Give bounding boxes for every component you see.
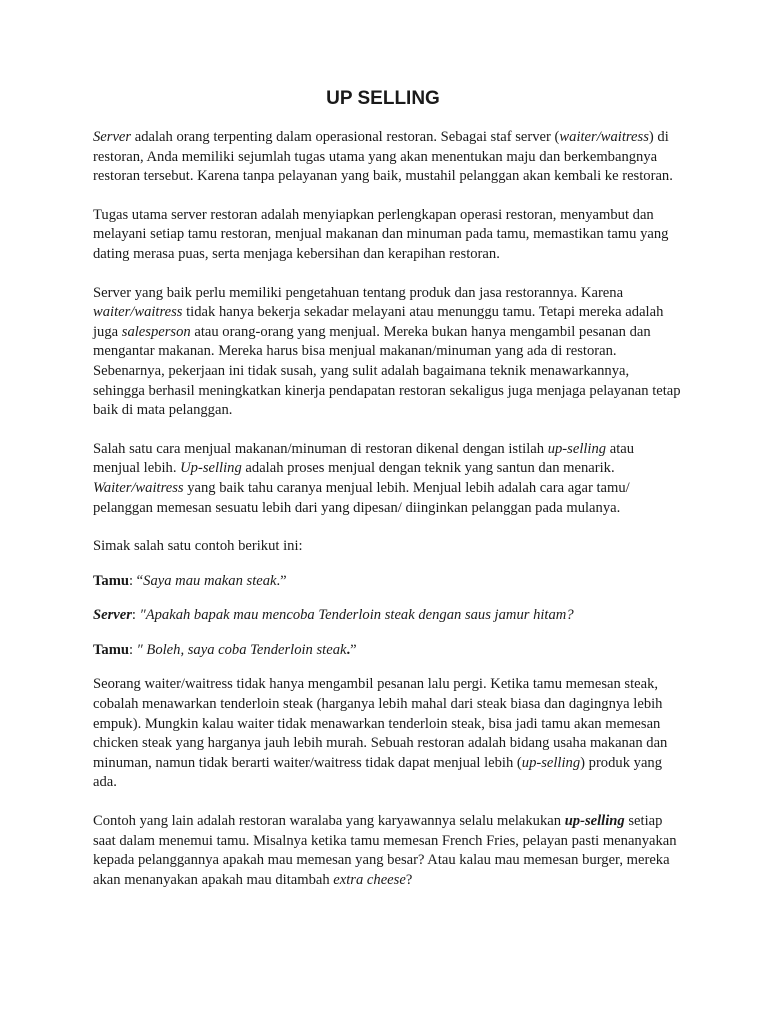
speaker-label: Tamu <box>93 572 129 589</box>
paragraph-up-selling-definition: Salah satu cara menjual makanan/minuman di restoran dikenal dengan istilah up-selling atau menjual lebih. Up-selling adalah proses menjual dengan teknik yang santun dan menarik. Waiter/waitress yang baik tahu caranya menjual lebih. Menjual lebih adalah cara agar tamu/ pelanggan memesan sesuatu lebih dari yang dipesan/ diinginkan pelanggan pada mulanya. <box>93 440 635 516</box>
term-up-selling: up-selling <box>564 813 625 830</box>
paragraph-steak-example: Seorang waiter/waitress tidak hanya mengambil pesanan lalu pergi. Ketika tamu memesan steak, cobalah menawarkan tenderloin steak (harganya lebih mahal dari steak biasa dan dagingnya lebih empuk). Mungkin kalau waiter tidak menawarkan tenderloin steak, bisa jadi tamu akan memesan chicken steak yang harganya jauh lebih murah. Sebuah restoran adalah bidang usaha makanan dan minuman, namun tidak berarti waiter/waitress tidak dapat menjual lebih (up-selling) produk yang ada. <box>93 676 668 791</box>
paragraph-product-knowledge: Server yang baik perlu memiliki pengetahuan tentang produk dan jasa restorannya. Karena waiter/waitress tidak hanya bekerja sekadar melayani atau menunggu tamu. Tetapi mereka adalah juga salesperson atau orang-orang yang menjual. Mereka bukan hanya mengambil pesanan dan mengantar makanan. Mereka harus bisa menjual makanan/minuman yang ada di restoran. Sebenarnya, pekerjaan ini tidak susah, yang sulit adalah bagaimana teknik menawarkannya, sehingga berhasil meningkatkan kinerja pendapatan restoran sekaligus juga menjaga pelayanan tetap baik di mata pelanggan. <box>93 284 681 419</box>
term-waiter-waitress: Waiter/waitress <box>93 479 184 496</box>
term-up-selling: up-selling <box>521 754 581 771</box>
term-extra-cheese: extra cheese <box>333 871 406 888</box>
paragraph-franchise-example: Contoh yang lain adalah restoran waralaba yang karyawannya selalu melakukan up-selling setiap saat dalam menemui tamu. Misalnya ketika tamu memesan French Fries, pelayan pasti menanyakan kepada pelanggannya apakah mau memesan yang besar? Atau kalau mau memesan burger, mereka akan menanyakan apakah mau ditambah extra cheese? <box>93 813 677 888</box>
document-body <box>93 128 683 909</box>
dialogue-line-server: Server: ″Apakah bapak mau mencoba Tenderloin steak dengan saus jamur hitam? <box>93 607 574 624</box>
paragraph-main-duties: Tugas utama server restoran adalah menyiapkan perlengkapan operasi restoran, menyambut dan melayani setiap tamu restoran, menjual makanan dan minuman pada tamu, memastikan tamu yang dating merasa puas, serta menjaga kebersihan dan kerapihan restoran. <box>93 206 669 262</box>
page-title: UP SELLING <box>326 88 440 109</box>
dialogue-line-guest-1: Tamu: “Saya mau makan steak.” <box>93 572 287 589</box>
paragraph-intro: Server adalah orang terpenting dalam operasional restoran. Sebagai staf server (waiter/waitress) di restoran, Anda memiliki sejumlah tugas utama yang akan menentukan maju dan berkembangnya restoran tersebut. Karena tanpa pelayanan yang baik, mustahil pelanggan akan kembali ke restoran. <box>93 129 673 185</box>
term-waiter-waitress: waiter/waitress <box>93 304 183 321</box>
speaker-label: Server <box>93 607 132 624</box>
speaker-label: Tamu <box>93 641 129 658</box>
term-up-selling: up-selling <box>547 440 607 457</box>
paragraph-example-intro: Simak salah satu contoh berikut ini: <box>93 538 303 555</box>
term-server: Server <box>93 129 132 145</box>
dialogue-line-guest-2: Tamu: ″ Boleh, saya coba Tenderloin steak.” <box>93 641 357 658</box>
term-salesperson: salesperson <box>121 323 191 340</box>
term-up-selling: Up-selling <box>180 460 242 477</box>
term-waiter-waitress: waiter/waitress <box>559 129 649 145</box>
